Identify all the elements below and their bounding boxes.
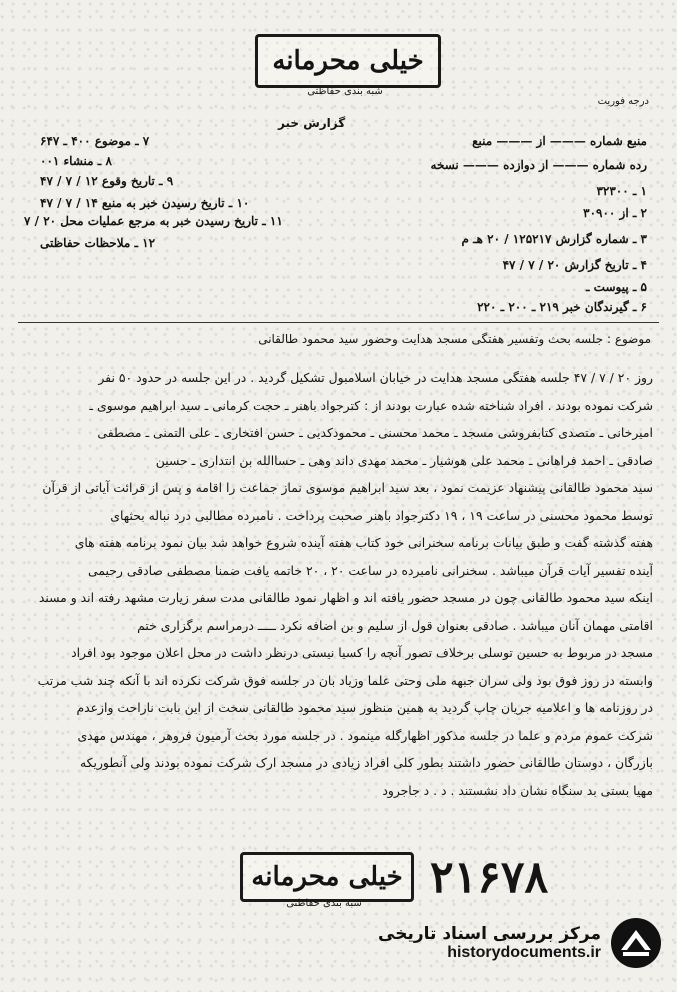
left-field: ۱۲ ـ ملاحظات حفاظتی xyxy=(40,236,156,250)
left-field: ۹ ـ تاریخ وقوع ۱۲ / ۷ / ۴۷ xyxy=(40,174,174,188)
bottom-classification-stamp xyxy=(240,852,414,902)
watermark-url: historydocuments.ir xyxy=(447,944,601,961)
left-field: ۱۰ ـ تاریخ رسیدن خبر به منبع ۱۴ / ۷ / ۴۷ xyxy=(40,196,250,210)
right-field: ۵ ـ پیوست ـ xyxy=(585,280,647,294)
right-field: ۶ ـ گیرندگان خبر ۲۱۹ ـ ۲۰۰ ـ ۲۲۰ xyxy=(477,300,647,314)
body-line: شرکت نموده بودند . افراد شناخته شده عبارت بودند از : کترجواد باهنر ـ حجت کرمانی ـ سید ابراهیم موسوی ـ xyxy=(89,397,653,413)
body-line: اقامتی مهمان آنان میباشد . صادقی بعنوان قول از سلیم و بن اضافه نکرد ـــــ درمراسم برگزاری ختم xyxy=(137,617,653,633)
bottom-classification-sub: شبه بندی حفاظتی xyxy=(286,898,362,909)
body-line: مسجد در مربوط به حسین توسلی برخلاف تصور آنچه را کسیا نیستی درنظر داشت در محل اعلان موجود بود افراد xyxy=(71,645,653,660)
body-line: اینکه سید محمود طالقانی چون در مسجد حضور یافته اند و اظهار نمود طالقانی مدت سفر زیارت مشهد رفته اند و مسند xyxy=(38,590,653,605)
bottom-classification-text: خیلی محرمانه xyxy=(251,862,403,892)
header-divider xyxy=(18,322,659,323)
right-field: ۴ ـ تاریخ گزارش ۲۰ / ۷ / ۴۷ xyxy=(502,258,647,272)
handwritten-document-number: ۲۱۶۷۸ xyxy=(430,852,549,903)
right-field: ۳ ـ شماره گزارش ۱۲۵۲۱۷ / ۲۰ هـ م xyxy=(461,232,647,246)
body-line: بازرگان ، دوستان طالقانی حضور داشتند بطور کلی افراد زیادی در مسجد ارک شرکت نموده بودند ولی آنطوریکه xyxy=(80,755,653,770)
left-field: ۱۱ ـ تاریخ رسیدن خبر به مرجع عملیات محل ۲۰ / ۷ xyxy=(24,214,283,228)
watermark-text xyxy=(378,924,601,962)
left-field: ۸ ـ منشاء ۰۰۱ xyxy=(40,154,112,168)
body-line: سید محمود طالقانی پیشنهاد عزیمت نمود ، بعد سید ابراهیم موسوی نماز جماعت را اقامه و پس از قرائت آیاتی از قرآن xyxy=(42,480,653,495)
body-line: امیرخانی ـ متصدی کتابفروشی مسجد ـ محمد محسنی ـ محمودکدیی ـ حسن افتخاری ـ علی التمنی ـ مصطفی xyxy=(97,425,653,440)
body-line: هفته گذشته گفت و طبق بیانات برنامه سخنرانی خود کتاب هفته آینده شروع خواهد شد بیان نمود برنامه هفته های xyxy=(74,535,653,550)
report-title: گزارش خبر xyxy=(278,116,346,130)
body-line: در روزنامه ها و اعلامیه جریان چاپ گردید به همین منظور سید محمود طالقانی سخت از این بابت ناراحت وازعدم xyxy=(76,700,653,715)
priority-note: درجه فوریت xyxy=(597,96,649,107)
top-classification-sub: شبه بندی حفاظتی xyxy=(307,86,383,97)
body-line: آینده تفسیر آیات قرآن میباشد . سخنرانی نامبرده در ساعت ۲۰ ، ۲۰ خاتمه یافت ضمنا مصطفی صادقی رحیمی xyxy=(88,562,653,578)
right-field: ۱ ـ ۳۲۳۰۰ xyxy=(596,184,647,198)
watermark-persian: مرکز بررسی اسناد تاریخی xyxy=(378,924,601,944)
report-body xyxy=(23,364,653,804)
body-line: مهیا بستی بد سنگاه نشان داد نشستند . د . د جاجرود xyxy=(382,782,653,798)
body-line: صادقی ـ احمد فراهانی ـ محمد علی هوشیار ـ محمد مهدی داند وهی ـ حساالله بن انتداری ـ حسین xyxy=(155,452,653,468)
subject-line: موضوع : جلسه بحث وتفسیر هفتگی مسجد هدایت وحضور سید محمود طالقانی xyxy=(258,332,651,346)
body-line: توسط محمود محسنی در ساعت ۱۹ ، ۱۹ دکترجواد باهنر صحبت پرداخت . نامبرده مطالبی درد نباله بحثهای xyxy=(110,507,653,523)
body-line: وابسته در روز فوق بود ولی سران جبهه ملی وحتی علما وزیاد بان در جلسه فوق شرکت نکرده اند با آنکه چند شب مرتب xyxy=(37,672,653,688)
right-field: ۲ ـ از ۳۰۹۰۰ xyxy=(583,206,647,220)
archive-watermark xyxy=(378,916,663,970)
right-field: رده شماره ——— از دوازده ——— نسخه xyxy=(430,158,647,172)
body-line: روز ۲۰ / ۷ / ۴۷ جلسه هفتگی مسجد هدایت در خیابان اسلامبول تشکیل گردید . در این جلسه در حدود ۵۰ نفر xyxy=(98,370,653,385)
left-field: ۷ ـ موضوع ۴۰۰ ـ ۶۴۷ xyxy=(40,134,150,148)
archive-logo-icon xyxy=(609,916,663,970)
top-classification-text: خیلی محرمانه xyxy=(272,46,424,76)
body-line: شرکت عموم مردم و علما در جلسه مذکور اظهارگله مینمود . در جلسه مورد بحث آرمیون فروهر ، مهندس مهدی xyxy=(77,727,653,743)
right-field: منبع شماره ——— از ——— منبع xyxy=(472,134,647,148)
top-classification-stamp xyxy=(255,34,441,88)
